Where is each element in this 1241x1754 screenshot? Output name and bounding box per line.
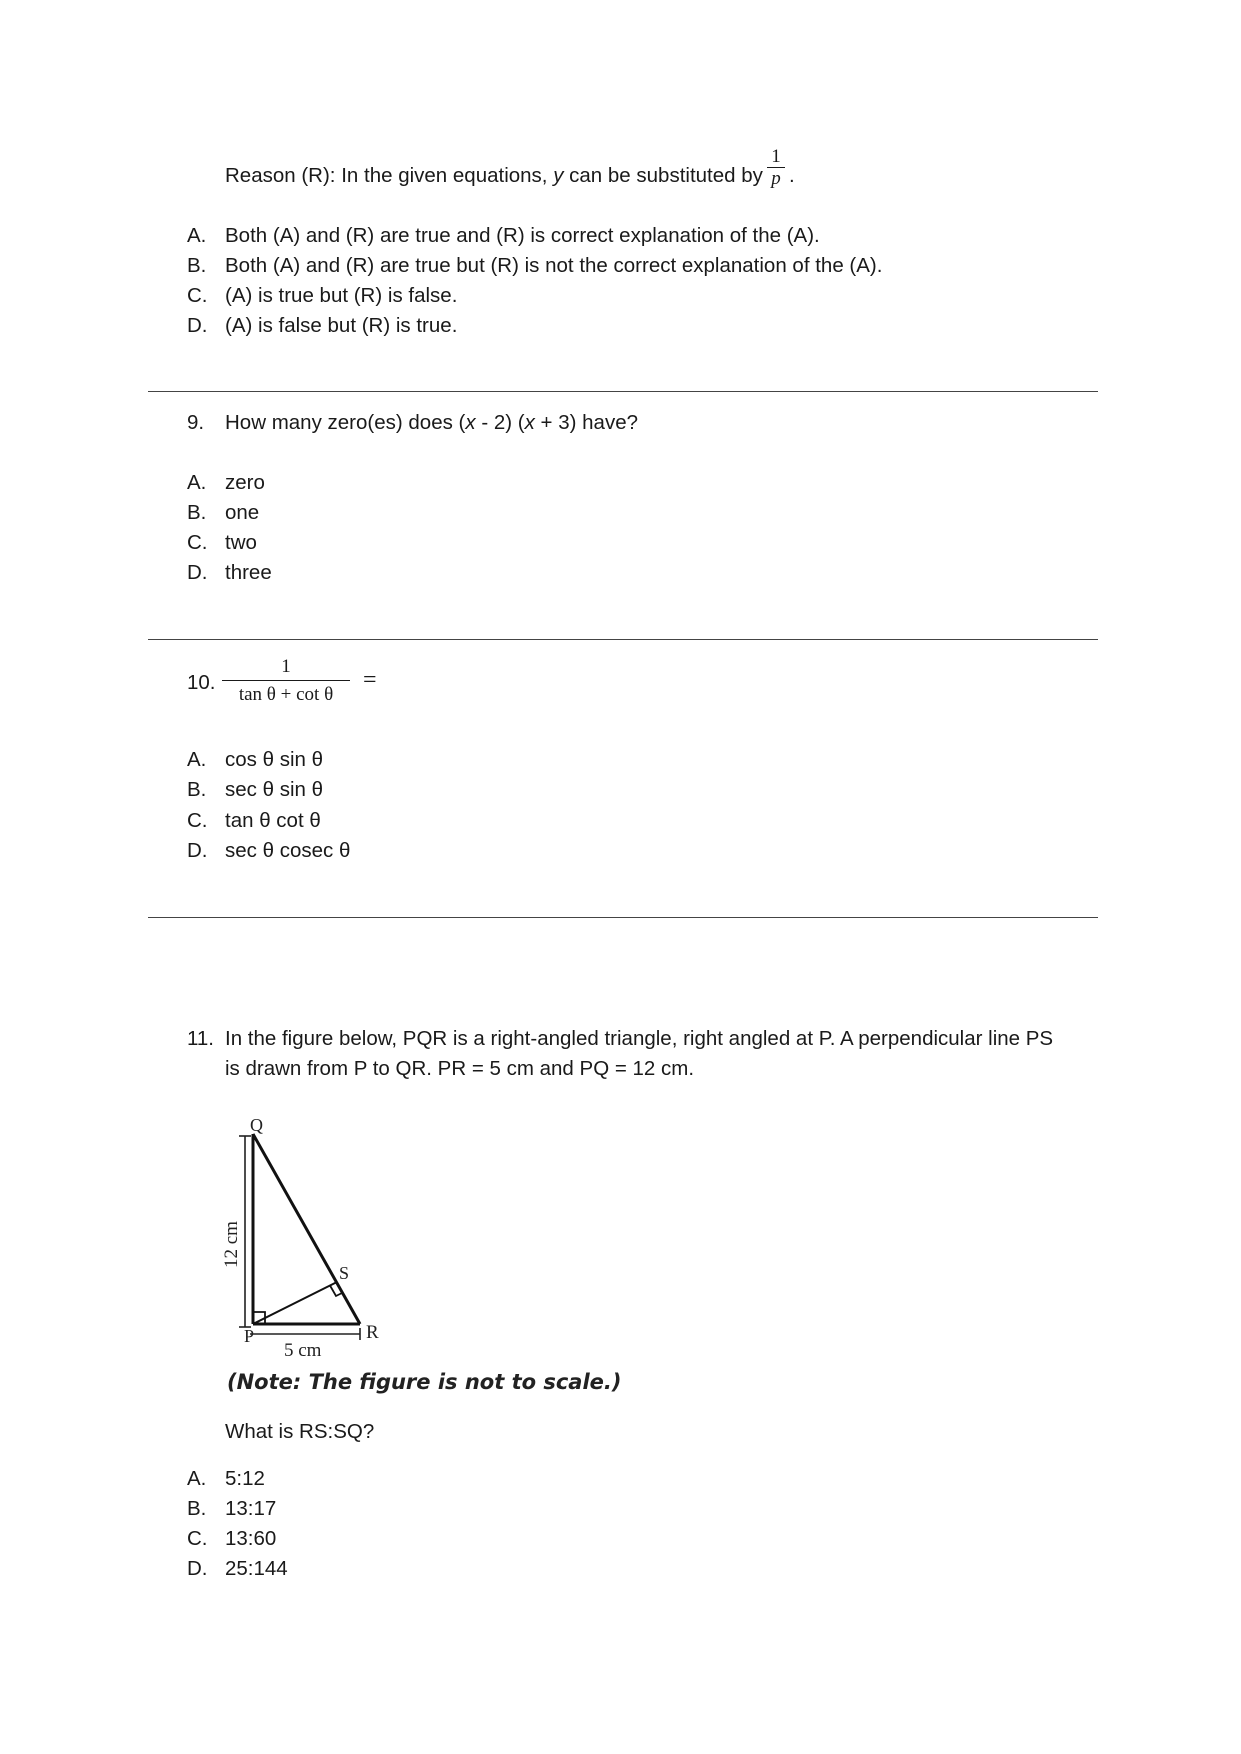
q9-option-text: two: [225, 531, 257, 554]
q9-option-text: zero: [225, 471, 265, 494]
label-r: R: [366, 1322, 379, 1343]
q9-var-x: x: [465, 411, 476, 434]
q11-text-line2: is drawn from P to QR. PR = 5 cm and PQ = 12 cm.: [225, 1057, 695, 1080]
q9-option-letter: C.: [187, 531, 208, 554]
q10-option-text: cos θ sin θ: [225, 748, 323, 771]
q10-option-letter: D.: [187, 839, 208, 862]
q8-reason-var: y: [553, 164, 564, 187]
divider-rule: [148, 917, 1098, 918]
q10-fraction: [222, 654, 350, 709]
q11-option-text: 5:12: [225, 1467, 265, 1490]
q8-option-text: Both (A) and (R) are true and (R) is correct explanation of the (A).: [225, 224, 820, 247]
q8-option-letter: A.: [187, 224, 207, 247]
q8-frac-den: p: [771, 168, 781, 189]
q8-option-letter: B.: [187, 254, 207, 277]
triangle-figure: [210, 1110, 410, 1360]
q10-option-letter: C.: [187, 809, 208, 832]
q8-option-letter: C.: [187, 284, 208, 307]
label-q: Q: [250, 1115, 263, 1135]
q9-option-letter: A.: [187, 471, 207, 494]
q10-option-text: sec θ sin θ: [225, 778, 323, 801]
q11-option-text: 25:144: [225, 1557, 288, 1580]
side-qr: [253, 1134, 360, 1324]
label-pq-length: 12 cm: [221, 1221, 242, 1268]
q11-option-letter: D.: [187, 1557, 208, 1580]
label-p: P: [244, 1326, 255, 1346]
divider-rule: [148, 639, 1098, 640]
q10-option-letter: B.: [187, 778, 207, 801]
q8-option-text: Both (A) and (R) are true but (R) is not the correct explanation of the (A).: [225, 254, 883, 277]
q11-option-letter: A.: [187, 1467, 207, 1490]
divider-rule: [148, 391, 1098, 392]
q9-question-part: How many zero(es) does (: [225, 411, 466, 434]
q8-frac-num: 1: [771, 146, 781, 167]
q10-option-letter: A.: [187, 748, 207, 771]
q8-option-text: (A) is true but (R) is false.: [225, 284, 458, 307]
q10-option-text: tan θ cot θ: [225, 809, 321, 832]
q11-question: What is RS:SQ?: [225, 1420, 375, 1443]
q8-reason-fraction: [767, 146, 785, 189]
q9-number: 9.: [187, 411, 205, 434]
q9-var-x: x: [524, 411, 535, 434]
figure-note: (Note: The figure is not to scale.): [227, 1370, 622, 1394]
q11-option-letter: B.: [187, 1497, 207, 1520]
q10-option-text: sec θ cosec θ: [225, 839, 351, 862]
q8-reason-line: [225, 164, 763, 188]
q10-number: 10.: [187, 671, 216, 694]
q11-option-text: 13:60: [225, 1527, 277, 1550]
q8-reason-prefix: Reason (R): In the given equations,: [225, 164, 548, 187]
label-pr-length: 5 cm: [284, 1340, 322, 1361]
q11-number: 11.: [187, 1027, 214, 1050]
q8-reason-suffix: can be substituted by: [569, 164, 763, 187]
q9-option-text: one: [225, 501, 260, 524]
q10-frac-num: 1: [281, 656, 291, 677]
q11-option-text: 13:17: [225, 1497, 277, 1520]
q8-reason-period: .: [789, 164, 795, 187]
q9-question-part: + 3) have?: [534, 411, 638, 434]
q9-option-text: three: [225, 561, 272, 584]
q9-question-part: - 2) (: [475, 411, 525, 434]
q11-text-line1: In the figure below, PQR is a right-angled triangle, right angled at P. A perpendicular line PS: [225, 1027, 1054, 1050]
q8-option-letter: D.: [187, 314, 208, 337]
q10-equals: =: [363, 667, 377, 693]
q9-option-letter: D.: [187, 561, 208, 584]
q9-option-letter: B.: [187, 501, 207, 524]
q9-question: [225, 411, 638, 435]
q8-option-text: (A) is false but (R) is true.: [225, 314, 458, 337]
label-s: S: [339, 1263, 350, 1283]
q11-option-letter: C.: [187, 1527, 208, 1550]
q10-frac-den: tan θ + cot θ: [238, 684, 334, 705]
